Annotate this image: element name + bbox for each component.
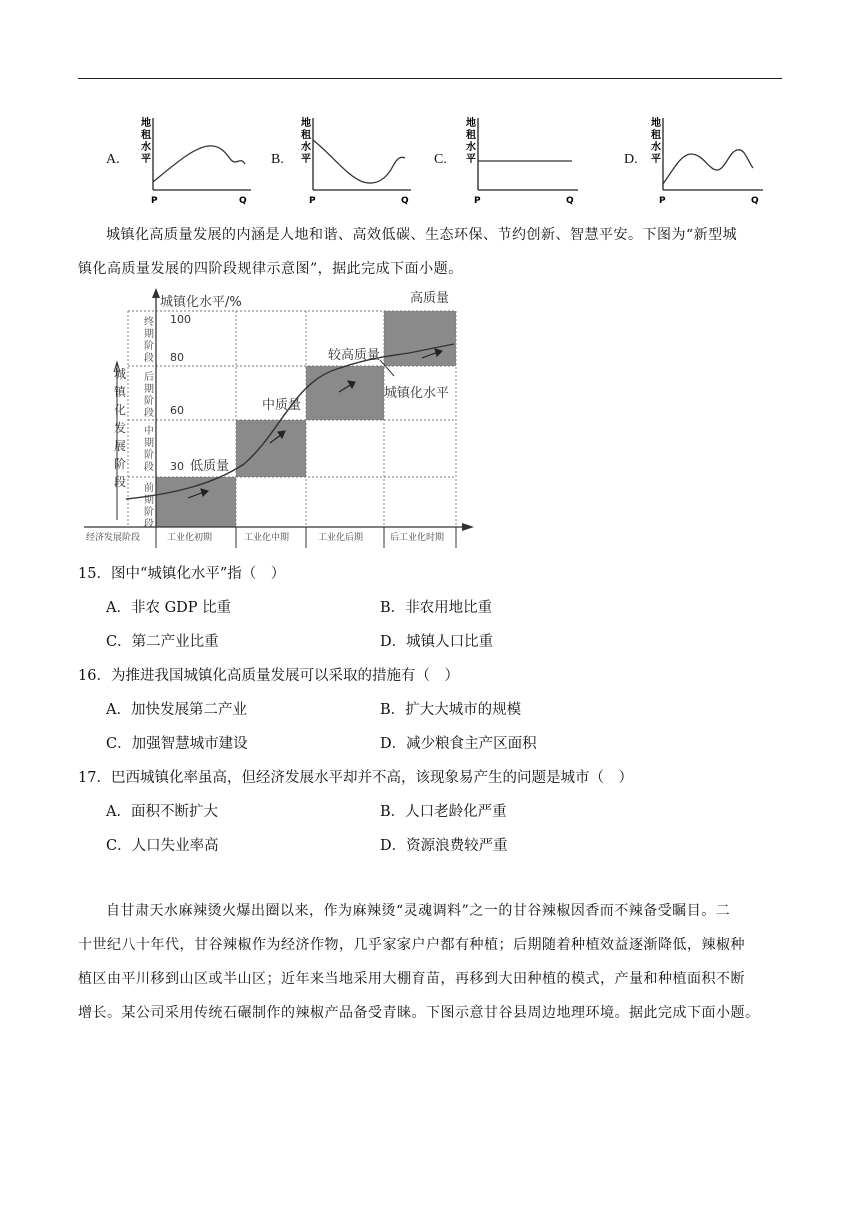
higher-quality-box xyxy=(306,366,384,420)
high-quality-label: 高质量 xyxy=(410,291,450,306)
stage-axis-title xyxy=(114,367,127,489)
ylabel-char-1: 地 xyxy=(651,118,661,129)
intro2-line-2: 十世纪八十年代，甘谷辣椒作为经济作物，几乎家家户户都有种植；后期随着种植效益逐渐降低，辣椒种 xyxy=(78,937,745,953)
stage-label-char: 前 xyxy=(144,483,154,494)
mid-quality-label: 中质量 xyxy=(262,398,302,413)
axis-title-char: 镇 xyxy=(114,385,127,399)
header-rule xyxy=(78,78,782,79)
ylabel-char-2: 租 xyxy=(141,130,151,141)
x-stage-label-3: 工业化后期 xyxy=(318,533,364,543)
q17-option-a[interactable]: A．面积不断扩大 xyxy=(106,804,218,820)
stage-label-char: 终 xyxy=(144,317,154,328)
p-label: P xyxy=(659,196,666,206)
stage-labels xyxy=(144,316,154,530)
low-quality-label: 低质量 xyxy=(190,459,230,474)
axis-title-char: 展 xyxy=(114,439,127,453)
x-axis-arrow-icon xyxy=(462,523,474,531)
q-label: Q xyxy=(566,196,574,206)
x-stage-label-1: 工业化初期 xyxy=(167,533,213,543)
ylabel-char-1: 地 xyxy=(466,118,476,129)
stage-label-char: 阶 xyxy=(144,396,154,407)
mini-chart-c xyxy=(462,112,582,206)
q16-option-d[interactable]: D．减少粮食主产区面积 xyxy=(380,736,537,752)
ytick-60: 60 xyxy=(170,404,184,417)
option-c-label: C. xyxy=(434,152,447,167)
ylabel-char-1: 地 xyxy=(141,118,151,129)
stage-label-char: 段 xyxy=(144,353,154,364)
p-label: P xyxy=(151,196,158,206)
intro2-line-4: 增长。某公司采用传统石碾制作的辣椒产品备受青睐。下图示意甘谷县周边地理环境。据此完成下面小题。 xyxy=(78,1005,760,1021)
chart-ylabel: 城镇化水平/% xyxy=(160,295,242,310)
question-15: 15．图中“城镇化水平”指（ ） xyxy=(78,566,286,582)
stage-label-char: 期 xyxy=(144,329,154,340)
p-label: P xyxy=(474,196,481,206)
stage-label-char: 阶 xyxy=(144,450,154,461)
stage-label-char: 后 xyxy=(144,372,154,383)
q17-option-b[interactable]: B．人口老龄化严重 xyxy=(380,804,507,820)
stage-label-char: 段 xyxy=(144,519,154,530)
ylabel-char-2: 租 xyxy=(466,130,476,141)
ylabel-char-1: 地 xyxy=(301,118,311,129)
stage-label-char: 中 xyxy=(144,426,154,437)
intro-line-1 xyxy=(78,218,784,252)
ytick-100: 100 xyxy=(170,313,191,326)
curve-a xyxy=(153,146,245,182)
urbanization-stage-chart xyxy=(84,284,476,552)
y-axis-arrow-icon xyxy=(152,288,160,298)
ylabel-char-2: 租 xyxy=(301,130,311,141)
option-b-label: B. xyxy=(271,152,284,167)
ylabel-char-3: 水 xyxy=(651,142,661,153)
mini-chart-b xyxy=(297,112,417,206)
intro-line-1-text: 城镇化高质量发展的内涵是人地和谐、高效低碳、生态环保、节约创新、智慧平安。下图为“新型城 xyxy=(106,227,738,243)
stage-label-char: 期 xyxy=(144,438,154,449)
axis-title-char: 城 xyxy=(114,367,127,381)
stage-label-char: 期 xyxy=(144,495,154,506)
axis-title-char: 段 xyxy=(114,475,127,489)
intro-paragraph-1 xyxy=(78,218,784,286)
q15-option-a[interactable]: A．非农 GDP 比重 xyxy=(106,600,232,616)
stage-label-char: 段 xyxy=(144,462,154,473)
ylabel-char-4: 平 xyxy=(651,154,661,165)
stage-label-char: 阶 xyxy=(144,507,154,518)
q-label: Q xyxy=(239,196,247,206)
question-17: 17．巴西城镇化率虽高，但经济发展水平却并不高，该现象易产生的问题是城市（ ） xyxy=(78,770,633,786)
intro-paragraph-2 xyxy=(78,894,784,1030)
axis-title-char: 化 xyxy=(114,403,127,417)
q-label: Q xyxy=(751,196,759,206)
ytick-80: 80 xyxy=(170,351,184,364)
q16-option-b[interactable]: B．扩大大城市的规模 xyxy=(380,702,522,718)
curve-b xyxy=(313,140,405,183)
q16-option-c[interactable]: C．加强智慧城市建设 xyxy=(106,736,248,752)
q17-option-c[interactable]: C．人口失业率高 xyxy=(106,838,219,854)
stage-label-char: 期 xyxy=(144,384,154,395)
ylabel-char-3: 水 xyxy=(466,142,476,153)
curve-d xyxy=(663,150,753,184)
ylabel-char-4: 平 xyxy=(141,154,151,165)
intro-line-2: 镇化高质量发展的四阶段规律示意图”，据此完成下面小题。 xyxy=(78,261,463,277)
x-stage-label-4: 后工业化时期 xyxy=(390,533,445,543)
q17-option-d[interactable]: D．资源浪费较严重 xyxy=(380,838,508,854)
question-16: 16．为推进我国城镇化高质量发展可以采取的措施有（ ） xyxy=(78,668,459,684)
option-a-label: A. xyxy=(106,152,120,167)
axis-title-char: 阶 xyxy=(114,457,127,471)
x-axis-title: 经济发展阶段 xyxy=(86,533,141,543)
low-quality-box xyxy=(156,477,236,527)
stage-label-char: 阶 xyxy=(144,341,154,352)
ylabel-char-4: 平 xyxy=(466,154,476,165)
q15-option-d[interactable]: D．城镇人口比重 xyxy=(380,634,494,650)
higher-quality-label: 较高质量 xyxy=(328,348,381,363)
x-stage-label-2: 工业化中期 xyxy=(244,533,290,543)
ylabel-char-3: 水 xyxy=(141,142,151,153)
intro2-line-3: 植区由平川移到山区或半山区；近年来当地采用大棚育苗，再移到大田种植的模式，产量和种植面积不断 xyxy=(78,971,745,987)
ylabel-char-4: 平 xyxy=(301,154,311,165)
mini-chart-a xyxy=(135,112,255,206)
intro2-line-1 xyxy=(78,894,784,928)
q15-option-c[interactable]: C．第二产业比重 xyxy=(106,634,219,650)
ytick-30: 30 xyxy=(170,460,184,473)
mid-quality-box xyxy=(236,420,306,477)
ylabel-char-2: 租 xyxy=(651,130,661,141)
axis-title-char: 发 xyxy=(114,421,127,435)
high-quality-box xyxy=(384,311,456,366)
curve-label: 城镇化水平 xyxy=(384,386,450,401)
p-label: P xyxy=(309,196,316,206)
q15-option-b[interactable]: B．非农用地比重 xyxy=(380,600,493,616)
option-d-label: D. xyxy=(624,152,638,167)
q-label: Q xyxy=(401,196,409,206)
ylabel-char-3: 水 xyxy=(301,142,311,153)
stage-label-char: 段 xyxy=(144,408,154,419)
mini-chart-d xyxy=(647,112,767,206)
intro2-line-1-text: 自甘肃天水麻辣烫火爆出圈以来，作为麻辣烫“灵魂调料”之一的甘谷辣椒因香而不辣备受瞩目。二 xyxy=(106,903,731,919)
q16-option-a[interactable]: A．加快发展第二产业 xyxy=(106,702,247,718)
